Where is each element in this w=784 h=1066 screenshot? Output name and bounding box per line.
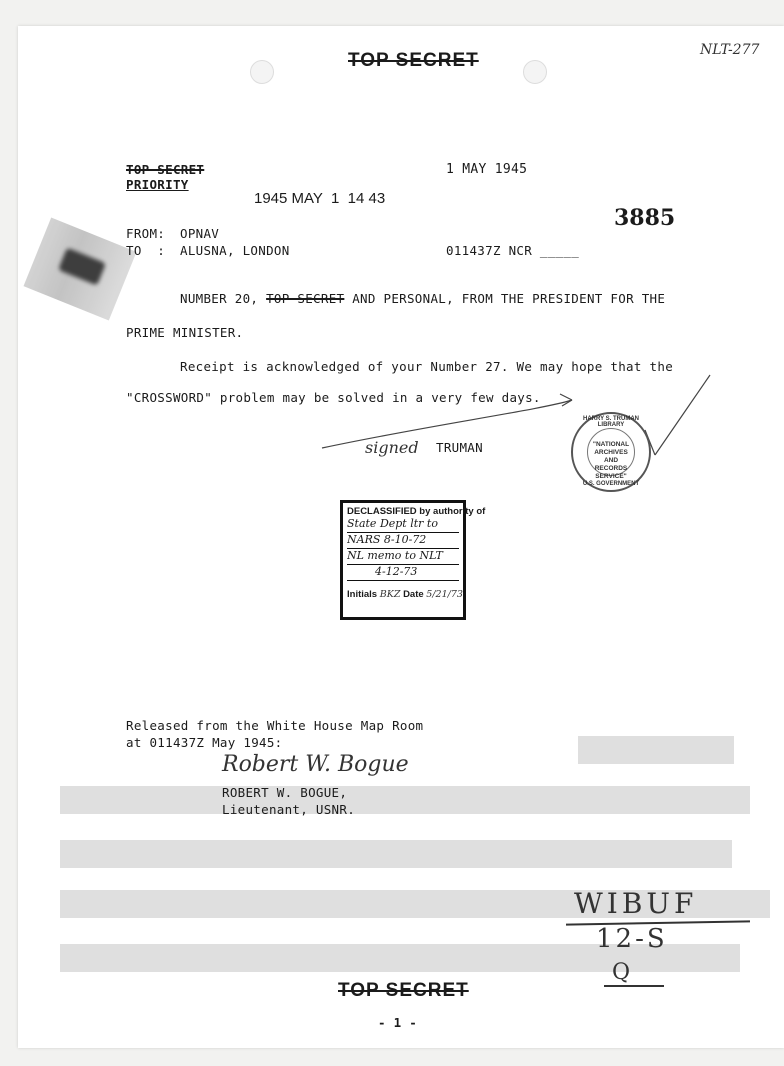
body-number: NUMBER 20, [180,291,259,306]
body-line-2: PRIME MINISTER. [126,325,244,340]
hand-mark: Q [612,960,631,985]
declassified-stamp [340,500,486,620]
classification-bottom: TOP SECRET [338,980,469,1001]
seal-center: "NATIONAL ARCHIVES AND RECORDS SERVICE" [587,428,635,476]
hand-mark-underline [604,985,664,987]
bleed-through-line [578,736,734,764]
body-line-1 [180,291,665,306]
body-struck-class: TOP SECRET [266,291,345,306]
declass-hw-2: NARS 8-10-72 [347,533,459,549]
bleed-through-line [60,840,732,868]
priority-label: PRIORITY [126,177,189,192]
declass-hw-4: 4-12-73 [347,565,459,581]
classification-top: TOP SECRET [348,50,479,71]
from-value: OPNAV [180,226,220,241]
release-rank: Lieutenant, USNR. [222,802,356,817]
punch-hole [523,60,547,84]
archives-seal [571,412,651,492]
declass-hw-3: NL memo to NLT [347,549,459,565]
release-line-2: at 011437Z May 1945: [126,735,283,750]
message-number: 3885 [614,205,676,231]
date-label: Date [403,589,424,600]
release-line-1: Released from the White House Map Room [126,718,424,733]
body-line-3: Receipt is acknowledged of your Number 27. We may hope that the [180,359,674,374]
page-number: - 1 - [378,1015,418,1030]
body-line-4: "CROSSWORD" problem may be solved in a very few days. [126,390,541,405]
message-date: 1 MAY 1945 [446,162,528,177]
corner-mark: NLT-277 [700,42,760,58]
datetime-stamp: 1945 MAY 1 14 43 [254,190,386,207]
body-line-1-rest: AND PERSONAL, FROM THE PRESIDENT FOR THE [352,291,666,306]
initials-label: Initials [347,589,378,600]
class-marking: TOP SECRET [126,162,205,177]
declass-hw-1: State Dept ltr to [347,517,459,533]
declass-line-1: DECLASSIFIED by authority of [347,506,486,517]
to-label: TO : [126,243,166,258]
hand-code: WIBUF [574,887,698,920]
release-signature: Robert W. Bogue [222,752,409,777]
seal-ring-top: HARRY S. TRUMAN LIBRARY [582,416,639,428]
seal-ring-bottom: U.S. GOVERNMENT [582,481,640,487]
signed-handwritten: signed [365,438,419,457]
punch-hole [250,60,274,84]
hand-number: 12-S [596,924,668,954]
date-time-group: 011437Z NCR _____ [446,243,580,258]
signed-name: TRUMAN [436,440,483,455]
date-value: 5/21/73 [426,589,463,600]
release-name: ROBERT W. BOGUE, [222,785,348,800]
initials-value: BKZ [379,589,401,600]
declass-initials-row [347,589,463,600]
bleed-through-line [60,786,750,814]
from-label: FROM: [126,226,166,241]
to-value: ALUSNA, LONDON [180,243,290,258]
